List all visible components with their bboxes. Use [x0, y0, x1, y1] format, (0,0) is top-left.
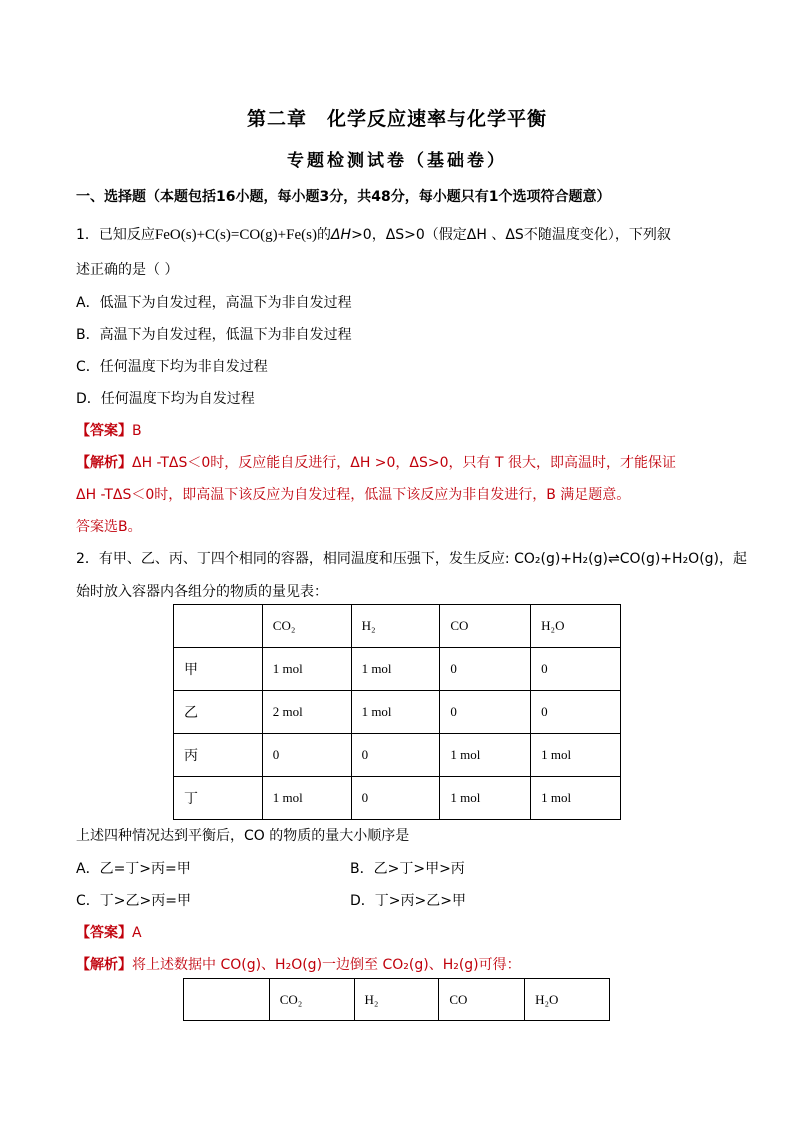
q1-answer [76, 420, 142, 440]
q2-analysis [76, 954, 521, 974]
q2-question: 上述四种情况达到平衡后，CO 的物质的量大小顺序是 [76, 828, 410, 844]
table-header-cell: CO₂ [269, 979, 354, 1021]
q1-stem-prefix: 1．已知反应 [76, 227, 155, 243]
table-cell: 1 mol [531, 777, 621, 820]
q1-delta-h: ΔH [330, 227, 352, 243]
q1-analysis-tag: 【解析】 [76, 455, 132, 471]
table-cell: 1 mol [262, 648, 351, 691]
table-row [174, 648, 621, 691]
table-cell: 0 [440, 691, 531, 734]
table-header-row [174, 605, 621, 648]
table-header-cell: CO₂ [262, 605, 351, 648]
q1-option-c: C．任何温度下均为非自发过程 [76, 359, 268, 375]
page-title: 第二章 化学反应速率与化学平衡 [246, 108, 547, 130]
q1-answer-tag: 【答案】 [76, 423, 132, 439]
q1-option-b: B．高温下为自发过程，低温下为非自发过程 [76, 327, 352, 343]
section-heading: 一、选择题（本题包括16小题，每小题3分，共48分，每小题只有1个选项符合题意） [76, 189, 611, 205]
table-cell: 1 mol [351, 648, 440, 691]
q2-answer-tag: 【答案】 [76, 925, 132, 941]
q1-answer-value: B [132, 423, 142, 439]
table-header-cell: CO [440, 605, 531, 648]
q1-reaction-formula: FeO(s)+C(s)=CO(g)+Fe(s) [154, 227, 317, 243]
page-subtitle: 专题检测试卷（基础卷） [287, 151, 507, 171]
table-header-cell [184, 979, 270, 1021]
table-cell: 0 [440, 648, 531, 691]
q2-option-d: D．丁>丙>乙>甲 [350, 893, 466, 909]
table-header-cell: H₂O [531, 605, 621, 648]
table-header-cell: H₂ [354, 979, 439, 1021]
q2-initial-amount-table [173, 604, 621, 820]
table-row [174, 777, 621, 820]
table-row [174, 734, 621, 777]
row-label: 甲 [174, 648, 263, 691]
q2-option-a: A．乙=丁>丙=甲 [76, 861, 191, 877]
q2-stem-line2: 始时放入容器内各组分的物质的量见表： [76, 584, 328, 600]
table-header-row [184, 979, 610, 1021]
table-cell: 2 mol [262, 691, 351, 734]
q1-analysis-line2: ΔH -TΔS＜0时，即高温下该反应为自发过程，低温下该反应为非自发进行，B 满足题意。 [76, 487, 631, 503]
q2-analysis-text: 将上述数据中 CO(g)、H₂O(g)一边倒至 CO₂(g)、H₂(g)可得： [132, 957, 521, 973]
q2-stem-line1: 2．有甲、乙、丙、丁四个相同的容器，相同温度和压强下，发生反应: CO₂(g)+H₂(g)⇌CO(g)+H₂O(g)，起 [76, 551, 748, 567]
q2-option-b: B．乙>丁>甲>丙 [350, 861, 465, 877]
table-cell: 1 mol [531, 734, 621, 777]
table-cell: 0 [531, 648, 621, 691]
q2-option-c: C．丁>乙>丙=甲 [76, 893, 191, 909]
q2-analysis-tag: 【解析】 [76, 957, 132, 973]
q1-stem-de: 的 [316, 227, 331, 243]
table-header-cell [174, 605, 263, 648]
table-cell: 1 mol [440, 734, 531, 777]
q2-converted-table [183, 978, 610, 1021]
q2-answer [76, 922, 142, 942]
q1-analysis-line1 [76, 452, 676, 472]
row-label: 丙 [174, 734, 263, 777]
q1-stem-rest: >0，ΔS>0（假定ΔH 、ΔS不随温度变化），下列叙 [351, 227, 671, 243]
table-cell: 0 [531, 691, 621, 734]
q1-conclusion: 答案选B。 [76, 519, 142, 535]
table-cell: 0 [351, 734, 440, 777]
table-header-cell: H₂O [525, 979, 610, 1021]
q1-stem-line2: 述正确的是（ ） [76, 262, 179, 278]
q2-answer-value: A [132, 925, 142, 941]
table-cell: 1 mol [262, 777, 351, 820]
q1-analysis-text1: ΔH -TΔS＜0时，反应能自反进行，ΔH >0，ΔS>0，只有 T 很大，即高温时，才能保证 [132, 455, 676, 471]
row-label: 丁 [174, 777, 263, 820]
q1-stem-line1 [76, 224, 671, 244]
table-cell: 0 [262, 734, 351, 777]
row-label: 乙 [174, 691, 263, 734]
table-header-cell: H₂ [351, 605, 440, 648]
table-row [174, 691, 621, 734]
table-cell: 0 [351, 777, 440, 820]
q1-option-a: A．低温下为自发过程，高温下为非自发过程 [76, 295, 352, 311]
table-header-cell: CO [439, 979, 525, 1021]
table-cell: 1 mol [351, 691, 440, 734]
table-cell: 1 mol [440, 777, 531, 820]
q1-option-d: D．任何温度下均为自发过程 [76, 391, 255, 407]
